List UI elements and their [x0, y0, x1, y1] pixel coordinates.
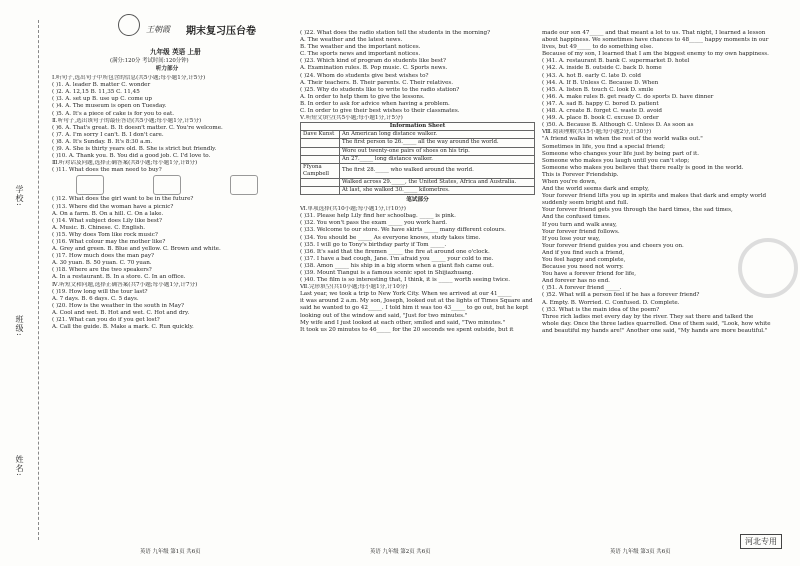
question-line: If you turn and walk away, [542, 221, 617, 228]
keyboard-picture-icon [76, 175, 104, 195]
info-fact-cell: An 27._____ long distance walker. [340, 155, 535, 163]
question-line: "A friend walks in when the rest of the world walks out." [542, 136, 703, 143]
question-line: Your forever friend lifts you up in spirits and makes that dark and empty world [542, 193, 767, 200]
page-footer-3: 英语 九年级 第3页 共6页 [610, 549, 671, 555]
question-line: ( )45. A. listen B. touch C. look D. smile [542, 86, 654, 93]
info-sheet-row [301, 139, 535, 147]
question-line: ( )32. You won't pass the exam _____ you work hard. [300, 220, 447, 227]
exam-meta: (满分:120分 考试时间:120分钟) [110, 58, 189, 64]
question-line: ( )21. What can you do if you get lost? [52, 317, 160, 323]
question-line: ( )19. How long will the tour last? [52, 288, 148, 295]
question-line: Because of my son, I learned that I am the biggest enemy to my own happiness. [542, 51, 769, 58]
info-sheet-row [301, 155, 535, 163]
column-2-questions [300, 30, 535, 122]
page-footer-2: 英语 九年级 第2页 共6页 [370, 549, 431, 555]
listening-heading: 听力部分 [155, 66, 179, 72]
question-line: ( )6. A. That's great. B. It doesn't matter. C. You're welcome. [52, 124, 223, 131]
watermark-seal-icon [738, 238, 798, 298]
question-line: lives, but 49_____ to do something else. [542, 44, 654, 51]
info-sheet-title: Information Sheet [301, 123, 535, 131]
question-line: Ⅵ.单项选择(共10小题;每小题1分,计10分) [300, 206, 406, 213]
question-line: Sometimes in life, you find a special friend; [542, 143, 666, 150]
question-line: ( )22. What does the radio station tell the students in the morning? [300, 30, 491, 36]
question-line: And forever has no end. [542, 278, 610, 285]
question-line: A. Music. B. Chinese. C. English. [52, 224, 145, 231]
column-2-questions-cont [300, 206, 535, 334]
question-line: ( )18. Where are the two speakers? [52, 267, 152, 274]
question-line: You have a forever friend for life, [542, 271, 637, 278]
column-1 [52, 64, 282, 331]
question-line: And if you find such a friend, [542, 249, 625, 256]
column-1-questions-cont [52, 196, 282, 331]
brand-logo-icon [118, 14, 140, 36]
question-line: ( )33. Welcome to our store. We have skirts _____ many different colours. [300, 227, 506, 234]
question-line: ( )44. A. If B. Unless C. Because D. When [542, 79, 659, 86]
exam-subtitle: 九年级 英语 上册 [150, 48, 201, 56]
writing-heading: 笔试部分 [406, 197, 429, 204]
info-person-cell [301, 155, 340, 163]
question-line: Last year, we took a trip to New York City. When we arrived at our 41_____ [300, 291, 512, 298]
question-line: ( )1. A. leader B. matter C. wonder [52, 82, 151, 89]
question-line: A. Grey and green. B. Blue and yellow. C. Brown and white. [52, 246, 221, 253]
question-line: ( )23. Which kind of program do students like best? [300, 58, 447, 65]
info-fact-cell: An American long distance walker. [340, 131, 535, 139]
binding-line [38, 20, 39, 540]
question-line: Ⅴ.听短文填空(共5小题;每小题1分,计5分) [300, 115, 403, 122]
exam-title: 期末复习压台卷 [186, 26, 256, 37]
question-line: ( )17. How much does the man pay? [52, 253, 154, 260]
question-line: A. Examination rules. B. Pop music. C. Sports news. [300, 65, 448, 72]
question-line: ( )9. A. She is thirty years old. B. She is strict but friendly. [52, 146, 217, 153]
question-line: You feel happy and complete, [542, 257, 626, 263]
question-line: ( )31. Please help Lily find her schoolbag. _____ is pink. [300, 213, 456, 220]
question-line: C. In order to give their best wishes to their classmates. [300, 108, 460, 115]
page-footer-1: 英语 九年级 第1页 共6页 [140, 549, 201, 555]
info-sheet-row [301, 147, 535, 155]
question-line: Ⅱ.听句子,选出该句子的最佳答语(共5小题;每小题1分,计5分) [52, 117, 202, 124]
question-line: This is Forever Friendship. [542, 171, 619, 178]
question-line: ( )3. A. set up B. use up C. come up [52, 96, 152, 103]
info-fact-cell: The first person to 26._____ all the way around the world. [340, 139, 535, 147]
info-person-cell: Ffyona Campbell [301, 163, 340, 178]
question-line: ( )41. A. restaurant B. bank C. supermarket D. hotel [542, 58, 690, 65]
question-line: ( )39. Mount Tiangui is a famous scenic spot in Shijiazhuang. [300, 270, 474, 276]
question-line: ( )47. A. sad B. happy C. bored D. patient [542, 100, 659, 107]
question-line: And the confused times. [542, 214, 611, 221]
question-line: Ⅳ.听短文和问题,选择正确答案(共7小题;每小题1分,计7分) [52, 281, 198, 288]
question-line: ( )2. A. 12,15 B. 11,35 C. 11,45 [52, 89, 140, 96]
question-line: Ⅷ.阅读理解(共15小题;每小题2分,计30分) [542, 129, 652, 136]
info-fact-cell: The first 28._____ who walked around the world. [340, 163, 535, 178]
question-line: It took us 20 minutes to 46_____ for the 20 seconds we spent outside, but it [300, 326, 514, 333]
question-line: B. In order to ask for advice when having a problem. [300, 100, 450, 107]
school-label: 学校: [15, 185, 24, 207]
info-sheet-row [301, 186, 535, 194]
info-sheet-table [300, 122, 535, 195]
info-sheet-row [301, 163, 535, 178]
question-line: ( )5. A. It's a piece of cake is for you to eat. [52, 110, 174, 117]
question-line: C. The sports news and important notices. [300, 51, 421, 58]
question-line: Ⅶ.完形填空(共10小题;每小题1分,计10分) [300, 284, 408, 291]
question-line: A. 7 days. B. 6 days. C. 5 days. [52, 295, 139, 302]
question-line: Ⅲ.听对话及问题,选择正确答案(共8小题;每小题1分,计8分) [52, 160, 198, 167]
question-line: ( )53. What is the main idea of the poem? [542, 306, 660, 313]
question-line: ( )46. A. make rules B. get ready C. do sports D. have dinner [542, 93, 714, 100]
question-line: A. In a restaurant. B. In a store. C. In an office. [52, 274, 186, 281]
question-line: Because you need not worry. [542, 264, 624, 271]
question-line: A. In order to help them to give the lessons. [300, 93, 425, 100]
question-line: Three rich ladies met every day by the river. They sat there and talked the [542, 313, 754, 320]
question-line: ( )16. What colour may the mother like? [52, 238, 166, 245]
question-line: A. On a farm. B. On a hill. C. On a lake. [52, 210, 164, 217]
question-line: When you're down, [542, 178, 597, 185]
region-badge: 河北专用 [740, 534, 782, 549]
question-line: A. 30 yuan. B. 50 yuan. C. 70 yuan. [52, 260, 152, 267]
question-line: ( )34. You should be _____ As everyone knows, study takes time. [300, 234, 481, 241]
question-line: ( )14. What subject does Lily like best? [52, 217, 162, 224]
question-line: And the world seems dark and empty, [542, 186, 650, 193]
question-line: ( )20. How is the weather in the south in May? [52, 302, 185, 309]
question-line: ( )11. What does the man need to buy? [52, 167, 162, 174]
question-line: B. The weather and the important notices. [300, 44, 421, 51]
question-line: Someone who changes your life just by being part of it. [542, 150, 699, 157]
question-line: ( )43. A. hot B. early C. late D. cold [542, 72, 641, 79]
info-sheet-row [301, 178, 535, 186]
question-line: ( )25. Why do students like to write to the radio station? [300, 86, 460, 93]
info-sheet-rows [301, 131, 535, 195]
name-label: 姓名: [15, 455, 24, 477]
binding-margin [0, 0, 50, 566]
question-line: ( )15. Why does Tom like rock music? [52, 231, 158, 238]
question-line: Your forever friend gets you through the hard times, the sad times, [542, 207, 733, 214]
question-line: Someone who makes you laugh until you can't stop; [542, 157, 690, 164]
question-line: ( )42. A. inside B. outside C. back D. home [542, 65, 662, 72]
brand-name: 王朝霞 [146, 25, 170, 34]
info-fact-cell: Wore out twenty-one pairs of shoes on his trip. [340, 147, 535, 155]
question-line: looking out of the window and said, "Just for two minutes." [300, 312, 468, 319]
question-line: Someone who makes you believe that there really is good in the world. [542, 164, 744, 171]
question-line: ( )49. A. place B. book C. excuse D. order [542, 115, 659, 122]
info-person-cell: Dave Kunst [301, 131, 340, 139]
question-line: ( )38. Amon _____ his ship in a big storm when a giant fish came out. [300, 262, 494, 269]
question-line: ( )51. A forever friend _____. [542, 285, 622, 292]
question-line: said he wanted to go 42_____. I told him it was too 43_____ to go out, but he kept [300, 305, 529, 312]
column-1-questions [52, 75, 282, 174]
question-line: ( )13. Where did the woman have a picnic? [52, 203, 174, 210]
info-person-cell [301, 147, 340, 155]
question-line: ( )7. A. I'm sorry I can't. B. I don't care. [52, 131, 164, 138]
question-line: ( )50. A. Because B. Although C. Unless D. As soon as [542, 122, 694, 129]
question-line: ( )24. Whom do students give best wishes to? [300, 72, 429, 79]
question-line: A. Cool and wet. B. Hot and wet. C. Hot and dry. [52, 309, 190, 316]
question-line: about happiness. We sometimes have chances to 48_____ happy moments in our [542, 37, 769, 44]
class-label: 班级: [15, 315, 24, 337]
question-line: A. Empty. B. Worried. C. Confused. D. Complete. [542, 299, 680, 306]
question-line: A. The weather and the latest news. [300, 37, 403, 44]
info-person-cell [301, 139, 340, 147]
question-line: ( )48. A. create B. forget C. waste D. avoid [542, 108, 662, 115]
question-line: ( )37. I have a bad cough, Jane. I'm afraid you _____ your cold to me. [300, 255, 494, 262]
question-line: made our son 47_____ and that meant a lot to us. That night, I learned a lesson [542, 30, 766, 36]
question-line: ( )35. I will go to Tony's birthday party if Tom _____. [300, 241, 447, 248]
question-line: My wife and I just looked at each other, smiled and said, "Two minutes." [300, 319, 506, 326]
question-line: ( )52. What will a person feel if he has a forever friend? [542, 292, 700, 299]
question-line: ( )36. It's said that the firemen _____ the fire at around one o'clock. [300, 248, 490, 255]
computer-picture-icon [153, 175, 181, 195]
question-line: Your forever friend guides you and cheers you on. [542, 242, 684, 249]
info-fact-cell: At last, she walked 30._____ kilometres. [340, 186, 535, 194]
question-line: and beautiful my hands are!" Another one said, "My hands are more beautiful." [542, 327, 768, 334]
question-line: whole day. Once the three ladies quarrelled. One of them said, "Look, how white [542, 320, 771, 327]
question-line: If you lose your way, [542, 235, 600, 242]
question-line: Your forever friend follows. [542, 228, 620, 235]
info-sheet-row [301, 131, 535, 139]
question-line: Ⅰ.听句子,选出句子中所包含的信息(共5小题;每小题1分,计5分) [52, 75, 206, 82]
question-line: A. Their teachers. B. Their parents. C. Their relatives. [300, 79, 454, 86]
question-line: ( )10. A. Thank you. B. You did a good job. C. I'd love to. [52, 153, 211, 160]
question-line: ( )4. A. The museum is open on Tuesday. [52, 103, 167, 110]
question-line: suddenly seem bright and full. [542, 200, 629, 207]
question-line: it was around 2 a.m. My son, Joseph, looked out at the lights of Times Square and [300, 298, 533, 305]
question-line: A. Call the guide. B. Make a mark. C. Run quickly. [52, 324, 194, 331]
info-person-cell [301, 178, 340, 186]
question-line: ( )8. A. It's Sunday. B. It's 8:30 a.m. [52, 138, 153, 145]
question-line: ( )12. What does the girl want to be in the future? [52, 196, 194, 203]
column-2 [300, 30, 535, 334]
question-line: ( )40. The film is so interesting that, I think, it is _____ worth seeing twice. [300, 277, 511, 284]
q11-pictures [52, 174, 282, 196]
info-fact-cell: Walked across 29._____, the United States, Africa and Australia. [340, 178, 535, 186]
info-person-cell [301, 186, 340, 194]
mouse-picture-icon [230, 175, 258, 195]
